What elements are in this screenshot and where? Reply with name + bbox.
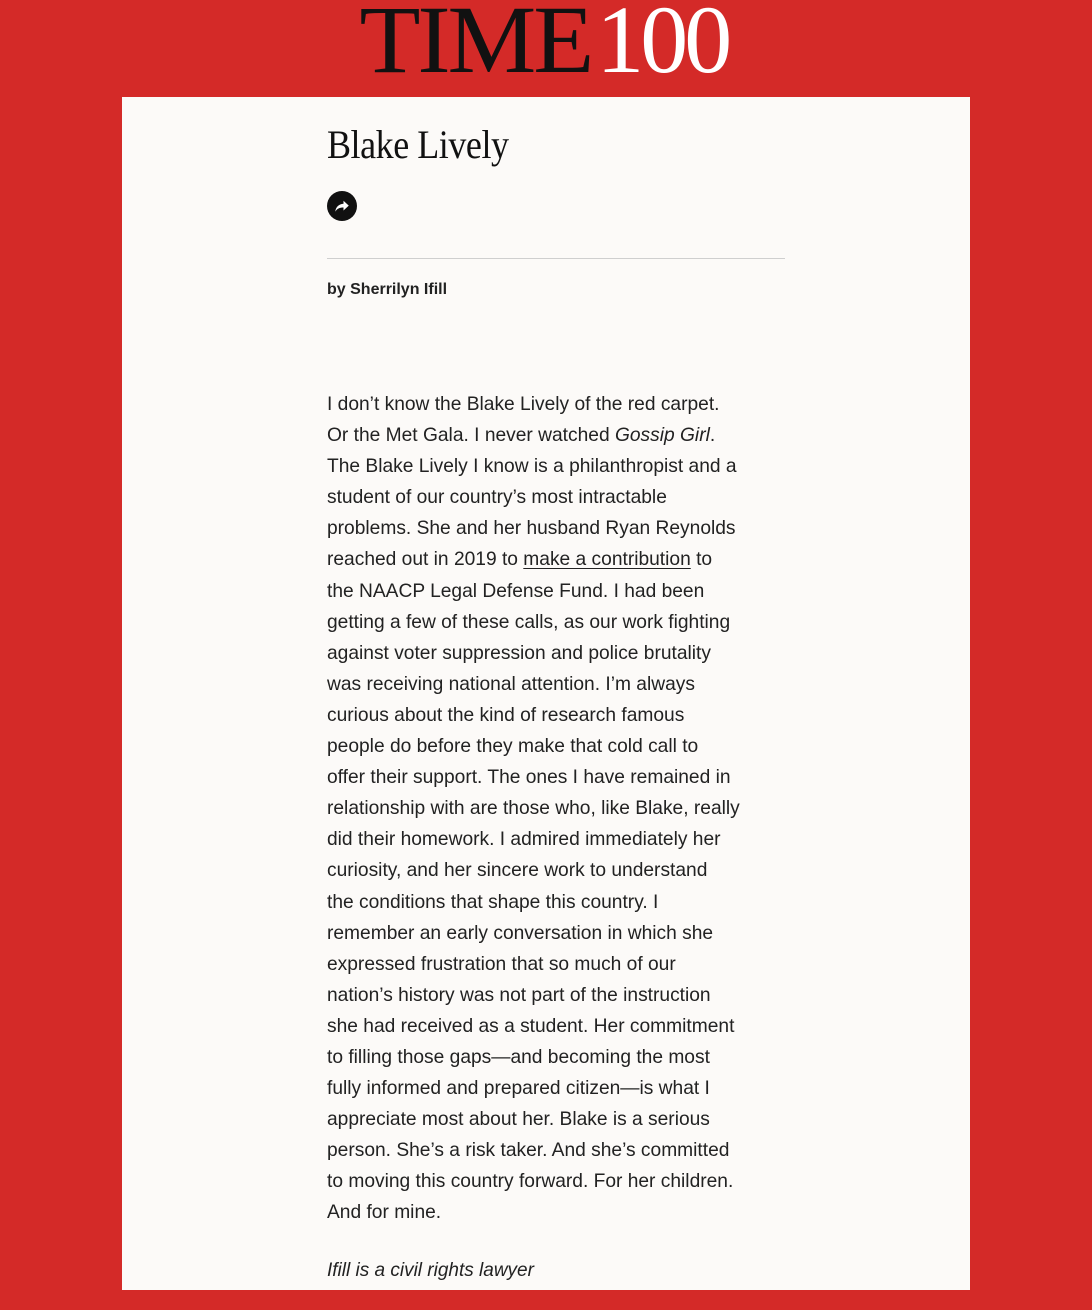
- article-title: Blake Lively: [327, 122, 509, 167]
- body-line: curiosity, and her sincere work to understand: [327, 860, 708, 882]
- article-card: [122, 97, 970, 1290]
- body-line: person. She’s a risk taker. And she’s committed: [327, 1140, 730, 1162]
- logo-100: 100: [596, 0, 729, 93]
- body-line: was receiving national attention. I’m always: [327, 673, 695, 695]
- body-line: to moving this country forward. For her children.: [327, 1171, 734, 1193]
- contribution-link[interactable]: make a contribution: [523, 549, 691, 571]
- body-line: against voter suppression and police brutality: [327, 642, 711, 664]
- body-line: the conditions that shape this country. I: [327, 891, 659, 913]
- body-line: expressed frustration that so much of our: [327, 953, 676, 975]
- article-body: [327, 389, 797, 1229]
- body-line: the NAACP Legal Defense Fund. I had been: [327, 580, 705, 602]
- body-text-segment: reached out in 2019 to: [327, 549, 524, 571]
- body-text-segment: Or the Met Gala. I never watched: [327, 425, 615, 447]
- body-line: I don’t know the Blake Lively of the red carpet.: [327, 394, 720, 415]
- share-button[interactable]: [327, 191, 357, 221]
- body-line: nation’s history was not part of the instruction: [327, 984, 711, 1006]
- body-line: people do before they make that cold call to: [327, 736, 699, 758]
- logo-time: TIME: [359, 0, 591, 93]
- divider: [327, 258, 785, 259]
- body-line: problems. She and her husband Ryan Reynolds: [327, 518, 736, 540]
- body-line: did their homework. I admired immediately her: [327, 829, 721, 851]
- share-arrow-icon: [333, 197, 351, 215]
- body-line: offer their support. The ones I have remained in: [327, 767, 731, 789]
- time100-logo: [0, 0, 1092, 93]
- article-byline: by Sherrilyn Ifill: [327, 281, 448, 298]
- body-line: [327, 544, 797, 575]
- gossip-girl-title: Gossip Girl: [614, 425, 710, 447]
- body-line: student of our country’s most intractable: [327, 487, 667, 509]
- body-text-segment: to: [690, 549, 713, 571]
- body-line: relationship with are those who, like Blake, really: [327, 798, 740, 820]
- body-line: getting a few of these calls, as our work fighting: [327, 611, 731, 633]
- body-line: remember an early conversation in which she: [327, 922, 714, 944]
- body-line: appreciate most about her. Blake is a serious: [327, 1109, 710, 1131]
- body-line: fully informed and prepared citizen—is what I: [327, 1078, 710, 1100]
- body-line: to filling those gaps—and becoming the most: [327, 1046, 710, 1068]
- body-text-segment: .: [709, 425, 716, 447]
- body-line: [327, 420, 797, 451]
- body-line: she had received as a student. Her commitment: [327, 1015, 735, 1037]
- body-line: And for mine.: [327, 1202, 442, 1224]
- body-line: The Blake Lively I know is a philanthropist and a: [327, 456, 737, 478]
- author-credit: Ifill is a civil rights lawyer: [327, 1260, 534, 1281]
- body-line: curious about the kind of research famous: [327, 704, 685, 726]
